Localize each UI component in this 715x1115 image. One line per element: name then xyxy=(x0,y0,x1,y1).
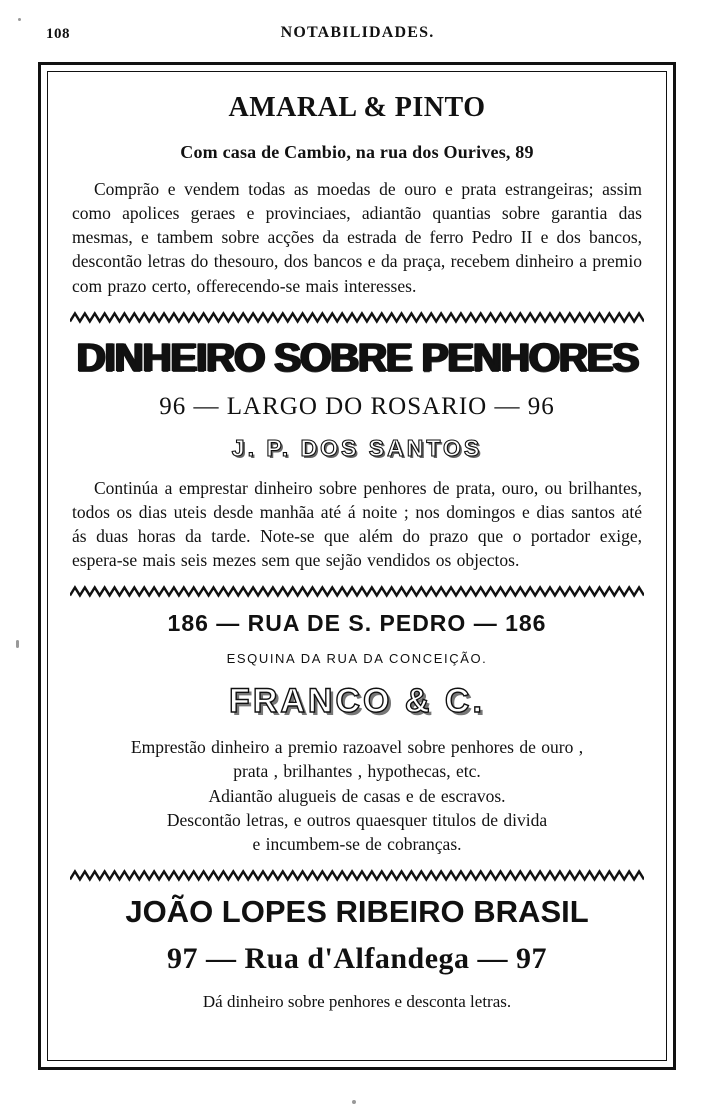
wave-divider xyxy=(70,584,644,600)
ad-address: 96 — LARGO DO ROSARIO — 96 xyxy=(159,392,555,420)
ad-headline: DINHEIRO SOBRE PENHORES xyxy=(76,335,638,380)
wave-divider xyxy=(70,310,644,326)
ad-company-name: FRANCO & C. xyxy=(229,682,485,721)
ad-franco-e-c xyxy=(70,610,644,856)
ad-title: AMARAL & PINTO xyxy=(228,92,486,123)
ad-line-5: e incumbem-se de cobranças. xyxy=(252,833,462,854)
ad-tagline: Dá dinheiro sobre penhores e desconta letras. xyxy=(202,991,512,1011)
ad-corner-note: ESQUINA DA RUA DA CONCEIÇÃO. xyxy=(226,651,488,667)
ad-dinheiro-sobre-penhores xyxy=(70,336,644,573)
ad-headline: JOÃO LOPES RIBEIRO BRASIL xyxy=(125,893,589,929)
page-header xyxy=(0,0,715,46)
print-speckle xyxy=(16,640,19,648)
advertisement-frame-inner xyxy=(47,71,667,1061)
page-number: 108 xyxy=(46,26,70,42)
print-speckle xyxy=(352,1100,356,1104)
ad-line-3: Adiantão alugueis de casas e de escravos. xyxy=(208,785,506,806)
wave-divider xyxy=(70,868,644,884)
ad-amaral-pinto xyxy=(70,92,644,298)
ad-address: 97 — Rua d'Alfandega — 97 xyxy=(166,941,548,975)
running-head: NOTABILIDADES. xyxy=(280,24,435,41)
ad-proprietor-name: J. P. DOS SANTOS xyxy=(231,434,483,461)
advertisement-frame xyxy=(38,62,676,1070)
ad-line-1: Emprestão dinheiro a premio razoavel sobre penhores de ouro , xyxy=(130,737,584,758)
ad-subtitle: Com casa de Cambio, na rua dos Ourives, 89 xyxy=(180,142,534,162)
ad-body: Comprão e vendem todas as moedas de ouro e prata estrangeiras; assim como apolices geraes e provinciaes, adiantão quantias sobre garantia das mesmas, e tambem sobre acções da estrada de ferro Pedro II e dos bancos, descontão letras do thesouro, dos bancos e da praça, recebem dinheiro a premio com prazo certo, offerecendo-se mais interesses. xyxy=(72,179,642,296)
ad-joao-lopes-ribeiro-brasil xyxy=(70,894,644,1012)
ad-street: 186 — RUA DE S. PEDRO — 186 xyxy=(167,610,547,637)
ad-body: Continúa a emprestar dinheiro sobre penhores de prata, ouro, ou brilhantes, todos os dias uteis desde manhãa até á noite ; nos domingos e dias santos até ás duas horas da tarde. Note-se que além do prazo que o portador exige, espera-se mais seis mezes sem que sejão vendidos os objectos. xyxy=(72,477,642,571)
ad-line-4: Descontão letras, e outros quaesquer titulos de divida xyxy=(166,809,548,830)
ad-line-2: prata , brilhantes , hypothecas, etc. xyxy=(233,761,481,782)
